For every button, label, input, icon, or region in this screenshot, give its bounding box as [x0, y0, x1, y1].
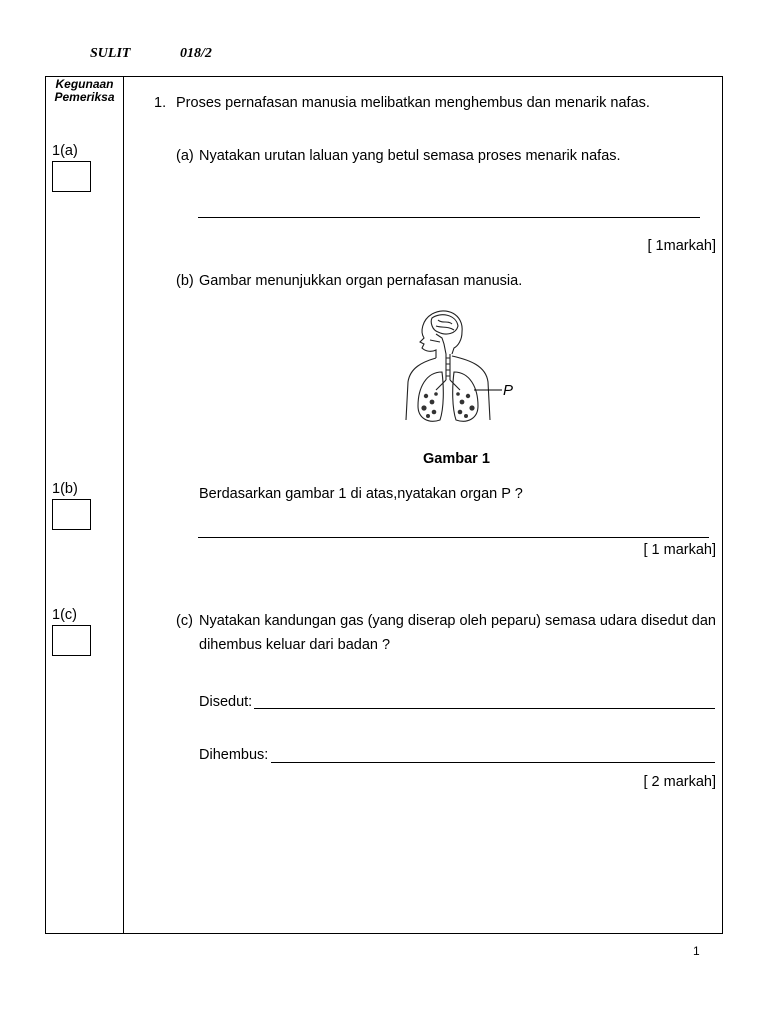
page-number: 1: [693, 944, 700, 958]
question-stem: Proses pernafasan manusia melibatkan menghembus dan menarik nafas.: [176, 95, 650, 111]
mark-box-label-1b: 1(b): [52, 481, 78, 497]
exhale-label: Dihembus:: [199, 747, 269, 763]
part-b-question: Berdasarkan gambar 1 di atas,nyatakan organ P ?: [199, 486, 523, 502]
question-number: 1.: [154, 95, 167, 111]
answer-frame: [45, 76, 723, 934]
examiner-column-title: [47, 78, 122, 104]
marks-b: [ 1 markah]: [643, 542, 716, 558]
exhale-answer-line[interactable]: [271, 762, 715, 763]
marks-a: [ 1markah]: [647, 238, 716, 254]
column-divider: [123, 76, 124, 934]
part-b-label: (b): [176, 273, 194, 289]
part-a-label: (a): [176, 148, 194, 164]
respiratory-system-drawing: [402, 308, 520, 432]
mark-box-label-1c: 1(c): [52, 607, 77, 623]
mark-box-label-1a: 1(a): [52, 143, 78, 159]
part-c-question: Nyatakan kandungan gas (yang diserap oleh peparu) semasa udara disedut dan dihembus keluar dari badan ?: [199, 613, 716, 653]
respiratory-system-figure: [402, 308, 520, 432]
answer-line-a[interactable]: [198, 217, 700, 218]
part-b-intro: Gambar menunjukkan organ pernafasan manusia.: [199, 273, 523, 289]
answer-line-b[interactable]: [198, 537, 709, 538]
figure-pointer-p: P: [503, 382, 514, 399]
mark-box-1b[interactable]: [52, 499, 91, 530]
inhale-label: Disedut:: [199, 694, 253, 710]
inhale-answer-line[interactable]: [254, 708, 715, 709]
confidential-label: SULIT: [90, 46, 131, 61]
figure-caption: Gambar 1: [423, 451, 490, 467]
paper-code: 018/2: [180, 46, 212, 61]
mark-box-1a[interactable]: [52, 161, 91, 192]
part-c-label: (c): [176, 613, 193, 629]
examiner-title-line1: Kegunaan: [55, 77, 114, 91]
part-a-question: Nyatakan urutan laluan yang betul semasa proses menarik nafas.: [199, 148, 621, 164]
mark-box-1c[interactable]: [52, 625, 91, 656]
marks-c: [ 2 markah]: [643, 774, 716, 790]
examiner-title-line2: Pemeriksa: [54, 90, 115, 104]
